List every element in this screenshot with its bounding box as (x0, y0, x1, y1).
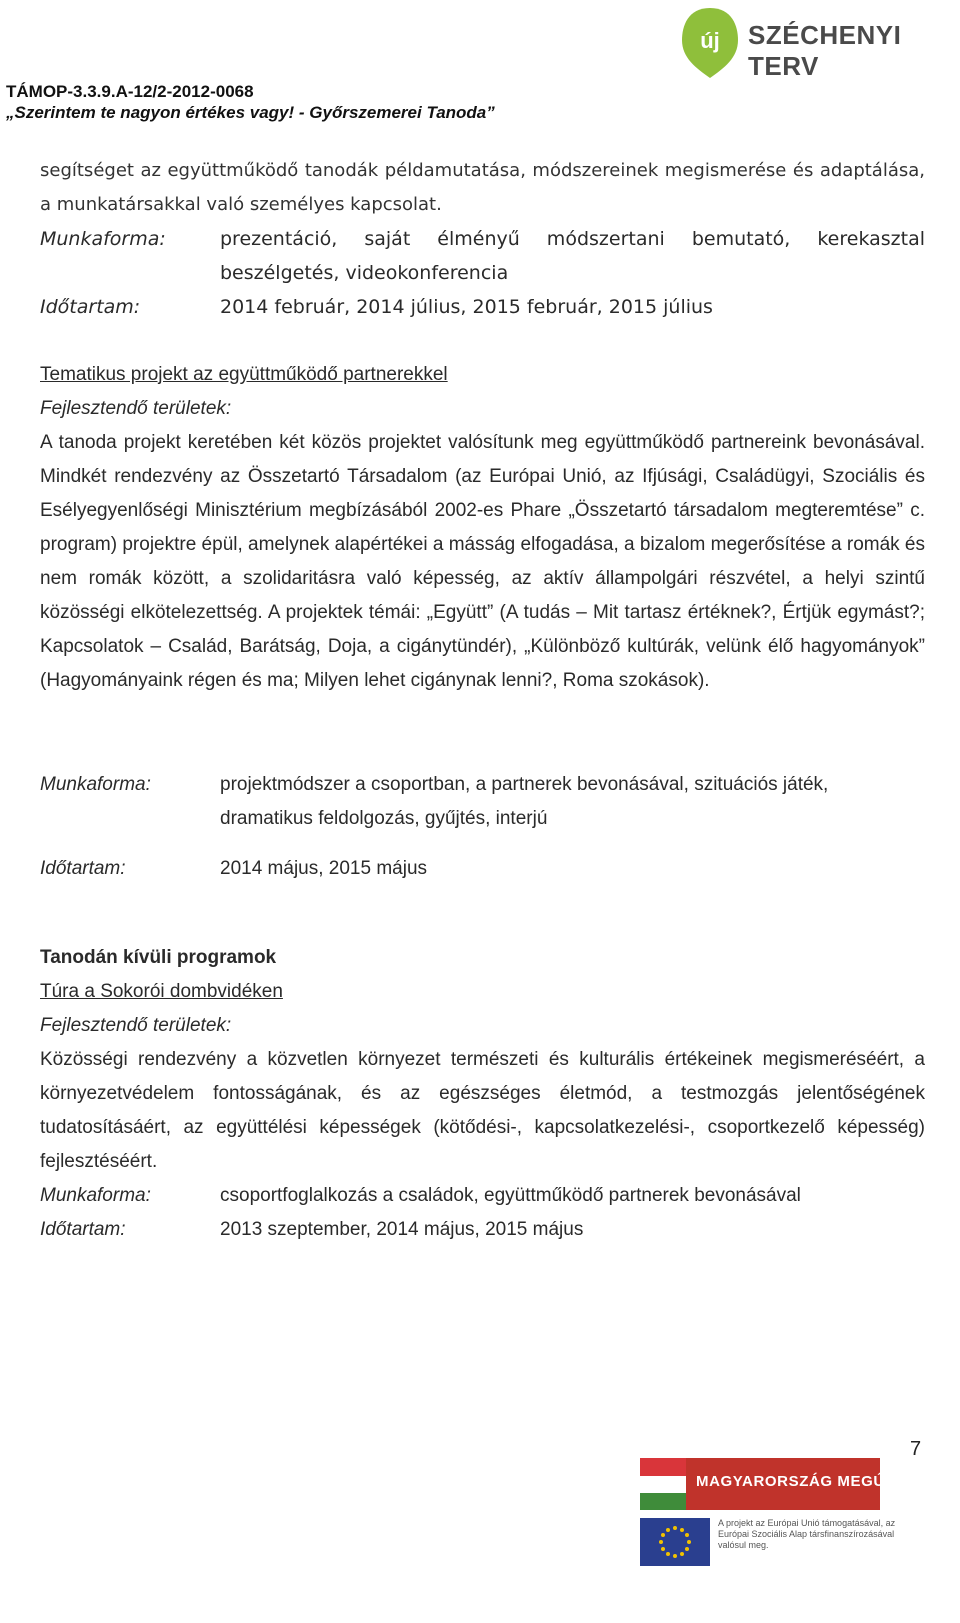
section2-heading: Tematikus projekt az együttműködő partnerekkel (40, 364, 448, 385)
leaf-icon (680, 6, 740, 80)
eu-funding-note: A projekt az Európai Unió támogatásával, az Európai Szociális Alap társfinanszírozásával valósul meg. (718, 1518, 896, 1550)
logo-badge: új (700, 28, 720, 53)
section3-body: Közösségi rendezvény a közvetlen környezet természeti és kulturális értékeinek megismeréséért, a környezetvédelem fontosságának, és az egészséges életmód, a testmozgás jelentőségének tudatosításáért, az együttélési képességek (kötődési-, kapcsolatkezelési-, csoportkezelő képesség) fejlesztéséért. (40, 1049, 925, 1172)
section3-idotartam-value: 2013 szeptember, 2014 május, 2015 május (220, 1219, 584, 1240)
section2-fejlesztendo-label: Fejlesztendő területek: (40, 398, 232, 419)
section1-munkaforma-label: Munkaforma: (40, 228, 166, 250)
section3-subheading: Túra a Sokorói dombvidéken (40, 981, 283, 1002)
project-code: TÁMOP-3.3.9.A-12/2-2012-0068 (6, 82, 254, 101)
szechenyi-terv-logo (680, 6, 950, 82)
logo-text: SZÉCHENYI TERV (748, 20, 902, 81)
section1-munkaforma-value: prezentáció, saját élményű módszertani bemutató, kerekasztal beszélgetés, videokonferencia (220, 228, 925, 284)
section2-munkaforma-value: projektmódszer a csoportban, a partnerek bevonásával, szituációs játék, dramatikus feldolgozás, gyűjtés, interjú (220, 774, 829, 829)
section1-continuation: segítséget az együttműködő tanodák példamutatása, módszereinek megismerése és adaptálása, a munkatársakkal való személyes kapcsolat. (40, 160, 925, 215)
section2-idotartam-value: 2014 május, 2015 május (220, 858, 428, 879)
hungarian-flag-icon (640, 1458, 686, 1510)
section1-idotartam-value: 2014 február, 2014 július, 2015 február, 2015 július (220, 296, 713, 318)
section2-idotartam-label: Időtartam: (40, 858, 126, 879)
section1-idotartam-label: Időtartam: (40, 296, 141, 318)
magyarorszag-megujul-banner (640, 1458, 915, 1510)
section3-munkaforma-label: Munkaforma: (40, 1185, 151, 1206)
project-title: „Szerintem te nagyon értékes vagy! - Győrszemerei Tanoda” (6, 103, 495, 122)
section3-idotartam-label: Időtartam: (40, 1219, 126, 1240)
banner-text: MAGYARORSZÁG MEGÚJUL (696, 1473, 915, 1490)
section3-munkaforma-value: csoportfoglalkozás a családok, együttműködő partnerek bevonásával (220, 1185, 801, 1206)
section3-fejlesztendo-label: Fejlesztendő területek: (40, 1015, 232, 1036)
page-number: 7 (910, 1438, 922, 1460)
section2-munkaforma-label: Munkaforma: (40, 774, 151, 795)
eu-flag-icon (640, 1518, 710, 1566)
section2-body: A tanoda projekt keretében két közös projektet valósítunk meg együttműködő partnereink bevonásával. Mindkét rendezvény az Összetartó Társadalom (az Európai Unió, az Ifjúsági, Családügyi, Szociális és Esélyegyenlőségi Minisztérium megbízásából 2002-es Phare „Összetartó társadalom megteremtése” c. program) projektre épül, amelynek alapértékei a másság elfogadása, a bizalom megerősítése a romák és nem romák között, a szolidaritásra való képesség, az aktív állampolgári részvétel, a helyi szintű közösségi elkötelezettség. A projektek témái: „Együtt” (A tudás – Mit tartasz értéknek?, Értjük egymást?; Kapcsolatok – Család, Barátság, Doja, a cigánytündér), „Különböző kultúrák, velünk élő hagyományok” (Hagyományaink régen és ma; Milyen lehet cigánynak lenni?, Roma szokások). (40, 432, 926, 691)
section3-heading: Tanodán kívüli programok (40, 947, 277, 968)
